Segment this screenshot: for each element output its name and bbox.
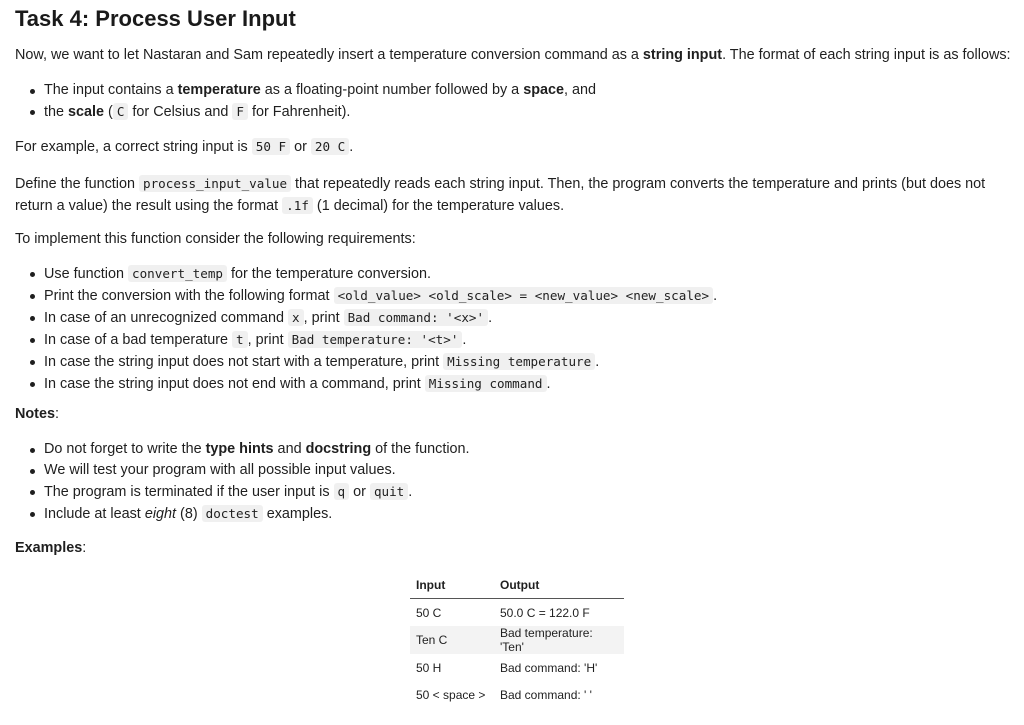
requirements-list bbox=[15, 263, 717, 395]
list-item: We will test your program with all possible input values. bbox=[15, 460, 470, 481]
table-cell: Bad command: ' ' bbox=[500, 687, 592, 702]
list-item: The program is terminated if the user input is q or quit . bbox=[15, 481, 470, 503]
list-item: In case of an unrecognized command x , print Bad command: '<x>' . bbox=[15, 307, 717, 329]
table-cell: Ten C bbox=[410, 626, 494, 654]
example-line: For example, a correct string input is 50 F or 20 C . bbox=[15, 139, 354, 155]
list-item: the scale ( C for Celsius and F for Fahrenheit). bbox=[15, 101, 596, 123]
list-item: In case the string input does not end with a command, print Missing command . bbox=[15, 373, 717, 395]
list-item: In case of a bad temperature t , print Bad temperature: '<t>' . bbox=[15, 329, 717, 351]
column-header-output: Output bbox=[494, 572, 624, 599]
list-item: In case the string input does not start with a temperature, print Missing temperature . bbox=[15, 351, 717, 373]
table-cell: Bad temperature: 'Ten' bbox=[494, 626, 624, 654]
table-row bbox=[410, 654, 624, 681]
table-cell: 50 C bbox=[416, 605, 442, 620]
table-row bbox=[410, 599, 624, 627]
table-cell: Bad command: 'H' bbox=[500, 660, 598, 675]
table-cell: 50 < space > bbox=[416, 687, 486, 702]
define-paragraph: Define the function process_input_value that repeatedly reads each string input. Then, the program converts the temperature and prints (but does not return a value) the result using the format .1f (1 decimal) for the temperature values. bbox=[15, 176, 986, 214]
column-header-input: Input bbox=[410, 572, 494, 599]
list-item: Use function convert_temp for the temperature conversion. bbox=[15, 263, 717, 285]
list-item: The input contains a temperature as a floating-point number followed by a space, and bbox=[15, 80, 596, 101]
intro-paragraph: Now, we want to let Nastaran and Sam repeatedly insert a temperature conversion command as a string input. The format of each string input is as follows: bbox=[15, 47, 1011, 63]
table-cell: 50.0 C = 122.0 F bbox=[500, 605, 590, 620]
table-row bbox=[410, 626, 624, 654]
requirements-intro: To implement this function consider the following requirements: bbox=[15, 231, 416, 247]
table-header-row bbox=[410, 572, 624, 599]
examples-table bbox=[410, 572, 624, 708]
table-row bbox=[410, 681, 624, 708]
notes-list bbox=[15, 439, 470, 525]
list-item: Do not forget to write the type hints and docstring of the function. bbox=[15, 439, 470, 460]
examples-heading: Examples: bbox=[15, 540, 87, 556]
list-item: Include at least eight (8) doctest examples. bbox=[15, 503, 470, 525]
format-list bbox=[15, 80, 596, 123]
list-item: Print the conversion with the following format <old_value> <old_scale> = <new_value> <new_scale> . bbox=[15, 285, 717, 307]
table-cell: 50 H bbox=[416, 660, 442, 675]
notes-heading: Notes: bbox=[15, 406, 59, 422]
page-title: Task 4: Process User Input bbox=[15, 6, 296, 31]
